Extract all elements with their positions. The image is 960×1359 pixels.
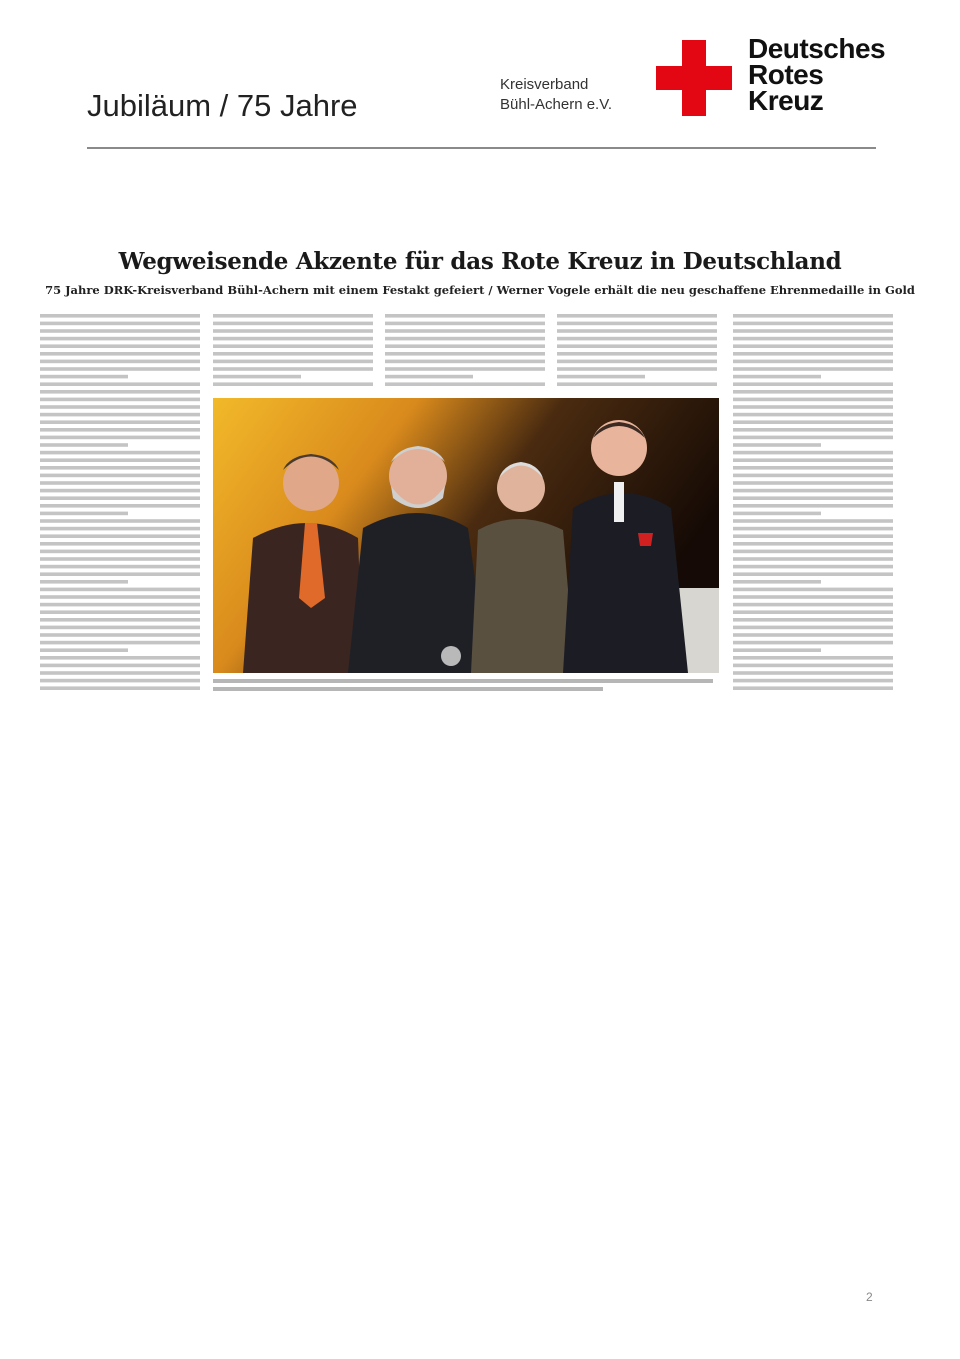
article-column-2 (213, 312, 373, 392)
text-line (213, 322, 373, 326)
text-line (40, 648, 128, 652)
text-line (40, 314, 200, 318)
text-line (733, 527, 893, 531)
text-line (557, 360, 717, 364)
text-line (557, 322, 717, 326)
text-line (733, 337, 893, 341)
text-line (557, 329, 717, 333)
text-line (213, 329, 373, 333)
text-line (733, 367, 893, 371)
text-line (733, 382, 893, 386)
text-line (40, 428, 200, 432)
text-line (40, 633, 200, 637)
text-line (733, 420, 893, 424)
text-line (733, 565, 893, 569)
text-line (40, 664, 200, 668)
text-line (733, 489, 893, 493)
text-line (733, 329, 893, 333)
text-line (733, 474, 893, 478)
text-line (733, 686, 893, 690)
text-line (213, 382, 373, 386)
text-line (40, 405, 200, 409)
text-line (733, 413, 893, 417)
text-line (40, 443, 128, 447)
text-line (40, 474, 200, 478)
text-line (385, 360, 545, 364)
text-line (733, 572, 893, 576)
article-headline: Wegweisende Akzente für das Rote Kreuz in Deutschland (118, 248, 842, 275)
article-column-4 (557, 312, 717, 392)
text-line (557, 337, 717, 341)
text-line (557, 314, 717, 318)
text-line (733, 671, 893, 675)
text-line (40, 329, 200, 333)
text-line (733, 648, 821, 652)
text-line (40, 557, 200, 561)
text-line (733, 603, 893, 607)
text-line (40, 504, 200, 508)
text-line (213, 314, 373, 318)
article-column-5 (733, 312, 893, 696)
text-line (733, 344, 893, 348)
text-line (733, 504, 893, 508)
text-line (733, 458, 893, 462)
text-line (557, 375, 645, 379)
text-line (40, 671, 200, 675)
text-line (40, 580, 128, 584)
text-line (733, 588, 893, 592)
text-line (733, 534, 893, 538)
text-line (40, 519, 200, 523)
text-line (40, 451, 200, 455)
text-line (385, 352, 545, 356)
text-line (733, 557, 893, 561)
text-line (40, 496, 200, 500)
text-line (40, 413, 200, 417)
brand-line-2: Rotes (748, 59, 824, 90)
text-line (40, 337, 200, 341)
text-line (40, 656, 200, 660)
text-line (40, 360, 200, 364)
text-line (40, 527, 200, 531)
text-line (213, 344, 373, 348)
text-line (213, 375, 301, 379)
org-name-line-2: Bühl-Achern e.V. (500, 96, 613, 113)
text-line (40, 352, 200, 356)
brand-line-1: Deutsches (748, 33, 886, 64)
text-line (40, 375, 128, 379)
text-line (40, 626, 200, 630)
text-line (213, 352, 373, 356)
text-line (733, 595, 893, 599)
text-line (733, 626, 893, 630)
text-line (40, 572, 200, 576)
text-line (40, 603, 200, 607)
text-line (733, 542, 893, 546)
text-line (733, 436, 893, 440)
text-line (385, 322, 545, 326)
text-line (40, 398, 200, 402)
text-line (40, 610, 200, 614)
text-line (733, 610, 893, 614)
text-line (385, 344, 545, 348)
text-line (733, 496, 893, 500)
page-number: 2 (866, 1290, 873, 1304)
text-line (733, 656, 893, 660)
text-line (733, 322, 893, 326)
text-line (40, 458, 200, 462)
text-line (40, 367, 200, 371)
article-column-3 (385, 312, 545, 392)
text-line (40, 542, 200, 546)
text-line (733, 512, 821, 516)
text-line (385, 314, 545, 318)
text-line (385, 367, 545, 371)
text-line (733, 550, 893, 554)
brand-line-3: Kreuz (748, 85, 824, 116)
text-line (733, 519, 893, 523)
article-column-1 (40, 312, 200, 696)
text-line (733, 443, 821, 447)
text-line (40, 390, 200, 394)
org-name-line-1: Kreisverband (500, 76, 589, 93)
text-line (40, 322, 200, 326)
text-line (733, 580, 821, 584)
award-ceremony-photo (213, 398, 719, 673)
text-line (733, 679, 893, 683)
text-line (40, 534, 200, 538)
text-line (40, 550, 200, 554)
text-line (40, 512, 128, 516)
article-subheadline: 75 Jahre DRK-Kreisverband Bühl-Achern mit einem Festakt gefeiert / Werner Vogele erhält die neu geschaffene Ehrenmedaille in Gold (45, 283, 915, 297)
text-line (40, 679, 200, 683)
text-line (733, 664, 893, 668)
text-line (40, 382, 200, 386)
text-line (733, 451, 893, 455)
text-line (733, 428, 893, 432)
red-cross-logo-icon (656, 40, 732, 116)
drk-brand-wordmark (748, 33, 886, 116)
text-line (733, 375, 821, 379)
text-line (40, 686, 200, 690)
text-line (213, 337, 373, 341)
text-line (557, 352, 717, 356)
text-line (733, 390, 893, 394)
text-line (40, 588, 200, 592)
text-line (40, 344, 200, 348)
section-title: Jubiläum / 75 Jahre (87, 88, 358, 123)
text-line (40, 618, 200, 622)
header-divider (87, 147, 876, 149)
text-line (733, 405, 893, 409)
text-line (733, 633, 893, 637)
text-line (557, 344, 717, 348)
text-line (733, 360, 893, 364)
text-line (733, 398, 893, 402)
text-line (385, 382, 545, 386)
text-line (557, 382, 717, 386)
text-line (733, 352, 893, 356)
text-line (733, 466, 893, 470)
text-line (40, 436, 200, 440)
text-line (40, 420, 200, 424)
text-line (557, 367, 717, 371)
text-line (385, 337, 545, 341)
text-line (40, 641, 200, 645)
text-line (40, 489, 200, 493)
text-line (385, 375, 473, 379)
text-line (213, 367, 373, 371)
text-line (733, 314, 893, 318)
text-line (40, 565, 200, 569)
text-line (40, 466, 200, 470)
text-line (733, 641, 893, 645)
text-line (40, 595, 200, 599)
text-line (213, 360, 373, 364)
photo-caption (213, 677, 719, 693)
text-line (385, 329, 545, 333)
text-line (733, 618, 893, 622)
text-line (40, 481, 200, 485)
text-line (733, 481, 893, 485)
